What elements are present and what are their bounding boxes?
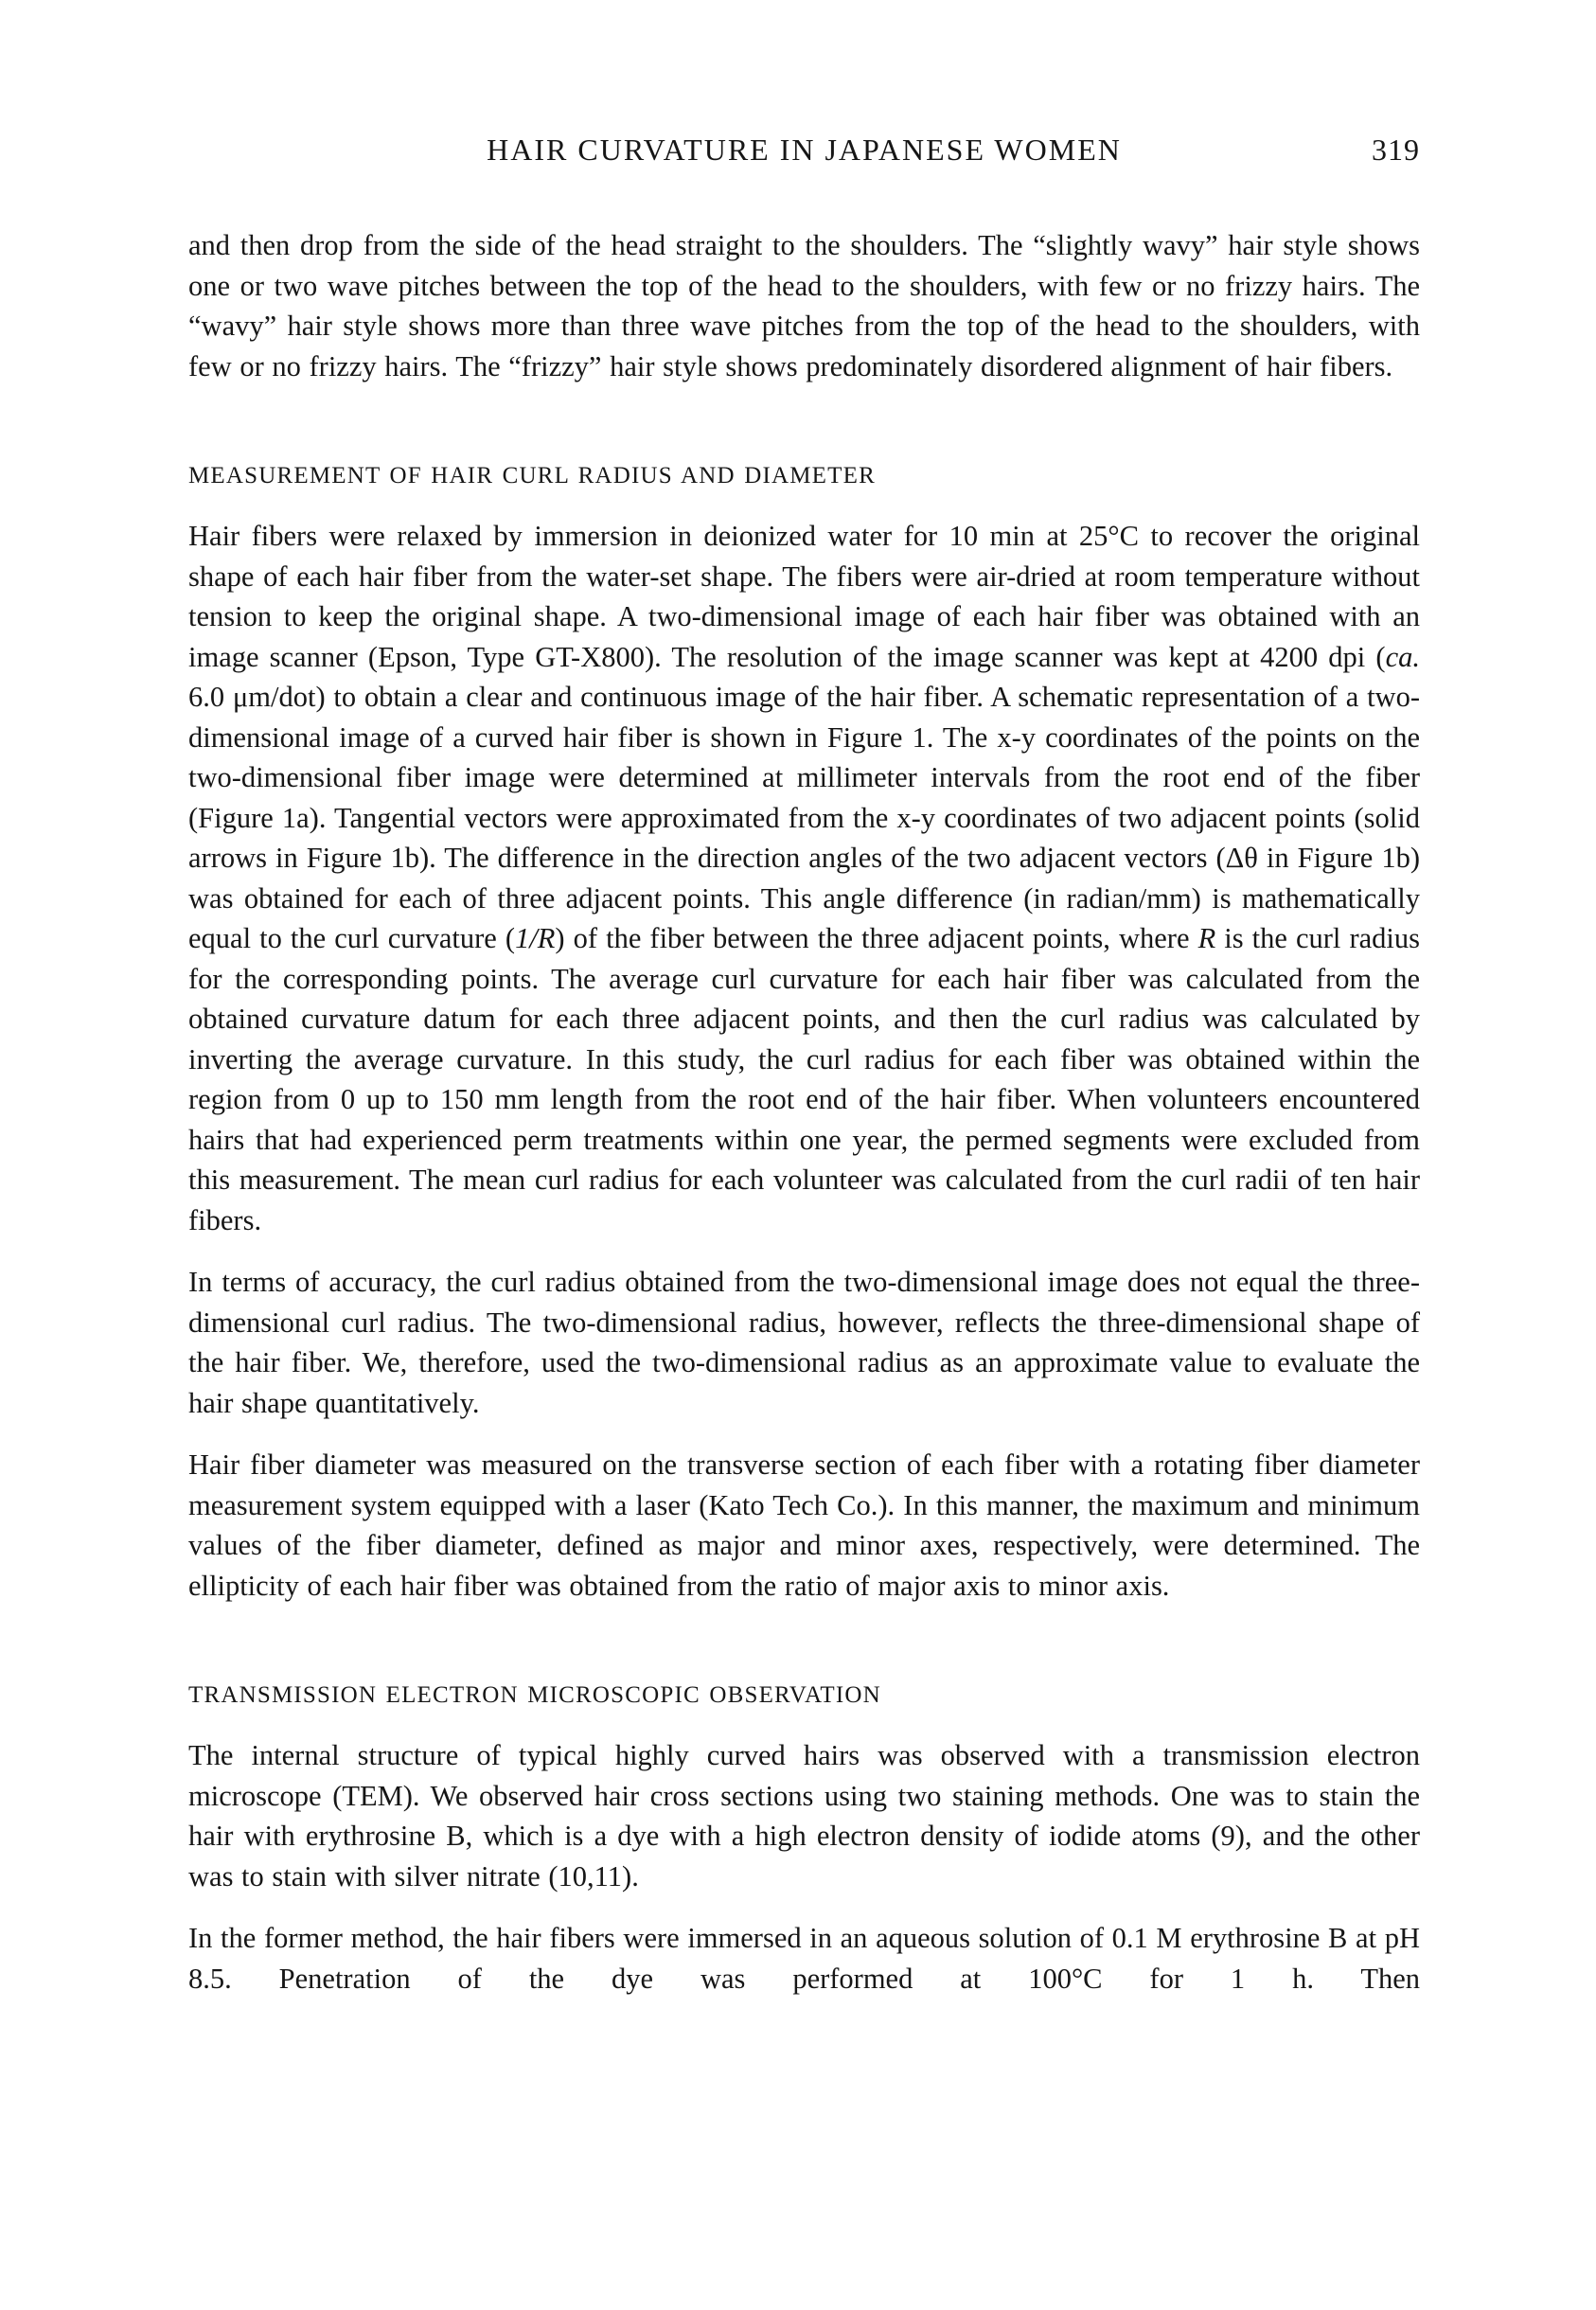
paragraph-curl-radius-method: [188, 516, 1420, 1240]
section-heading-measurement: MEASUREMENT OF HAIR CURL RADIUS AND DIAMETER: [188, 463, 876, 489]
text-run: R: [1197, 922, 1216, 954]
text-run: The internal structure of typical highly curved hairs was observed with a transmission electron microscope (TEM). We observed hair cross sections using two staining methods. One was to stain the hair with erythrosine B, which is a dye with a high electron density of iodide atoms (9), and the other was to stain with silver nitrate (10,11).: [188, 1739, 1420, 1892]
section-heading-tem-observation: TRANSMISSION ELECTRON MICROSCOPIC OBSERVATION: [188, 1682, 881, 1708]
text-run: and then drop from the side of the head straight to the shoulders. The “slightly wavy” hair style shows one or two wave pitches between the top of the head to the shoulders, with few or no frizzy hairs. The “wavy” hair style shows more than three wave pitches from the top of the head to the shoulders, with few or no frizzy hairs. The “frizzy” hair style shows predominately disordered alignment of hair fibers.: [188, 229, 1420, 382]
text-run: ca.: [1385, 640, 1420, 673]
text-run: 6.0 μm/dot) to obtain a clear and continuous image of the hair fiber. A schematic representation of a two-dimensional image of a curved hair fiber is shown in Figure 1. The x-y coordinates of the points on the two-dimensional fiber image were determined at millimeter intervals from the root end of the fiber (Figure 1a). Tangential vectors were approximated from the x-y coordinates of two adjacent points (solid arrows in Figure 1b). The difference in the direction angles of the two adjacent vectors (Δθ in Figure 1b) was obtained for each of three adjacent points. This angle difference (in radian/mm) is mathematically equal to the curl curvature (: [188, 681, 1420, 954]
paragraph-tem-intro: [188, 1735, 1420, 1896]
paragraph-continuation: [188, 225, 1420, 386]
text-run: In the former method, the hair fibers were immersed in an aqueous solution of 0.1 M erythrosine B at pH 8.5. Penetration of the dye was performed at 100°C for 1 h. Then: [188, 1922, 1420, 1995]
text-block: [188, 0, 1420, 1999]
text-run: is the curl radius for the corresponding points. The average curl curvature for each hair fiber was calculated from the obtained curvature datum for each three adjacent points, and then the curl radius was calculated by inverting the average curvature. In this study, the curl radius for each fiber was obtained within the region from 0 up to 150 mm length from the root end of the hair fiber. When volunteers encountered hairs that had experienced perm treatments within one year, the permed segments were excluded from this measurement. The mean curl radius for each volunteer was calculated from the curl radii of ten hair fibers.: [188, 922, 1421, 1236]
paragraph-erythrosine-method: [188, 1918, 1420, 1999]
page-header: [188, 133, 1420, 172]
text-run: 1/R: [515, 922, 556, 954]
text-run: Hair fibers were relaxed by immersion in deionized water for 10 min at 25°C to recover the original shape of each hair fiber from the water-set shape. The fibers were air-dried at room temperature without tension to keep the original shape. A two-dimensional image of each hair fiber was obtained with an image scanner (Epson, Type GT-X800). The resolution of the image scanner was kept at 4200 dpi (: [188, 520, 1420, 673]
text-run: ) of the fiber between the three adjacent points, where: [555, 922, 1198, 954]
text-run: In terms of accuracy, the curl radius obtained from the two-dimensional image does not equal the three-dimensional curl radius. The two-dimensional radius, however, reflects the three-dimensional shape of the hair fiber. We, therefore, used the two-dimensional radius as an approximate value to evaluate the hair shape quantitatively.: [188, 1266, 1420, 1419]
paragraph-accuracy: [188, 1262, 1420, 1423]
text-run: Hair fiber diameter was measured on the transverse section of each fiber with a rotating fiber diameter measurement system equipped with a laser (Kato Tech Co.). In this manner, the maximum and minimum values of the fiber diameter, defined as major and minor axes, respectively, were determined. The ellipticity of each hair fiber was obtained from the ratio of major axis to minor axis.: [188, 1448, 1420, 1602]
paragraph-fiber-diameter: [188, 1445, 1420, 1606]
page-number: 319: [1372, 133, 1420, 167]
running-head-title: HAIR CURVATURE IN JAPANESE WOMEN: [487, 133, 1122, 167]
